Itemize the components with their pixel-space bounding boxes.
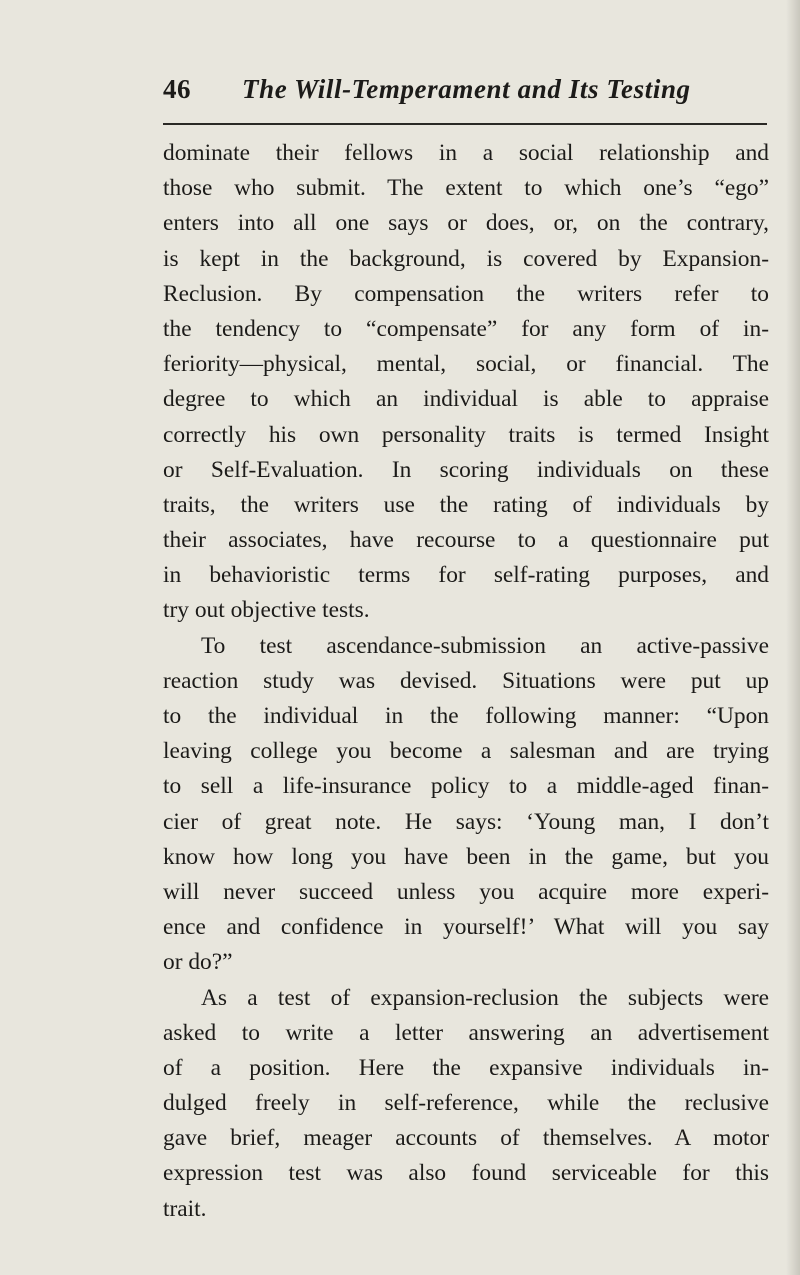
running-header [163,74,769,120]
text-line: will never succeed unless you acquire more experi- [163,878,769,905]
text-line: to the individual in the following manner: “Upon [163,703,769,729]
text-line: expression test was also found serviceable for this [163,1160,769,1187]
text-line: is kept in the background, is covered by Expansion- [163,245,769,272]
page-edge-shadow [786,0,800,1275]
text-line: to sell a life-insurance policy to a middle-aged finan- [163,773,769,800]
text-line: of a position. Here the expansive individuals in- [163,1054,769,1081]
text-line: degree to which an individual is able to appraise [163,386,769,413]
text-line: feriority—physical, mental, social, or financial. The [163,351,769,378]
text-line: the tendency to “compensate” for any form of in- [163,315,769,342]
paragraph-last-line: trait. [163,1195,207,1222]
text-line: asked to write a letter answering an advertisement [163,1019,769,1046]
header-rule [163,123,767,125]
text-line: ence and confidence in yourself!’ What will you say [163,914,769,941]
page-number: 46 [163,74,191,104]
text-line: or Self-Evaluation. In scoring individuals on these [163,456,769,483]
paragraph-last-line: try out objective tests. [163,597,370,624]
paragraph-first-line: As a test of expansion-reclusion the subjects were [201,984,769,1011]
text-line: reaction study was devised. Situations were put up [163,667,769,694]
paragraph-first-line: To test ascendance-submission an active-passive [201,632,769,659]
text-line: know how long you have been in the game, but you [163,843,769,870]
text-line: Reclusion. By compensation the writers refer to [163,280,769,307]
text-line: leaving college you become a salesman and are trying [163,738,769,765]
text-line: correctly his own personality traits is termed Insight [163,421,769,448]
text-line: in behavioristic terms for self-rating purposes, and [163,562,769,589]
paragraph-last-line: or do?” [163,949,233,976]
text-line: dominate their fellows in a social relationship and [163,140,769,166]
text-line: enters into all one says or does, or, on the contrary, [163,210,769,237]
text-line: gave brief, meager accounts of themselves. A motor [163,1125,769,1152]
text-line: those who submit. The extent to which one’s “ego” [163,175,769,202]
text-line: dulged freely in self-reference, while the reclusive [163,1090,769,1117]
text-line: their associates, have recourse to a questionnaire put [163,527,769,554]
text-line: traits, the writers use the rating of individuals by [163,491,769,518]
text-line: cier of great note. He says: ‘Young man, I don’t [163,808,769,835]
running-title: The Will-Temperament and Its Testing [242,74,691,104]
body-text [163,136,769,1227]
